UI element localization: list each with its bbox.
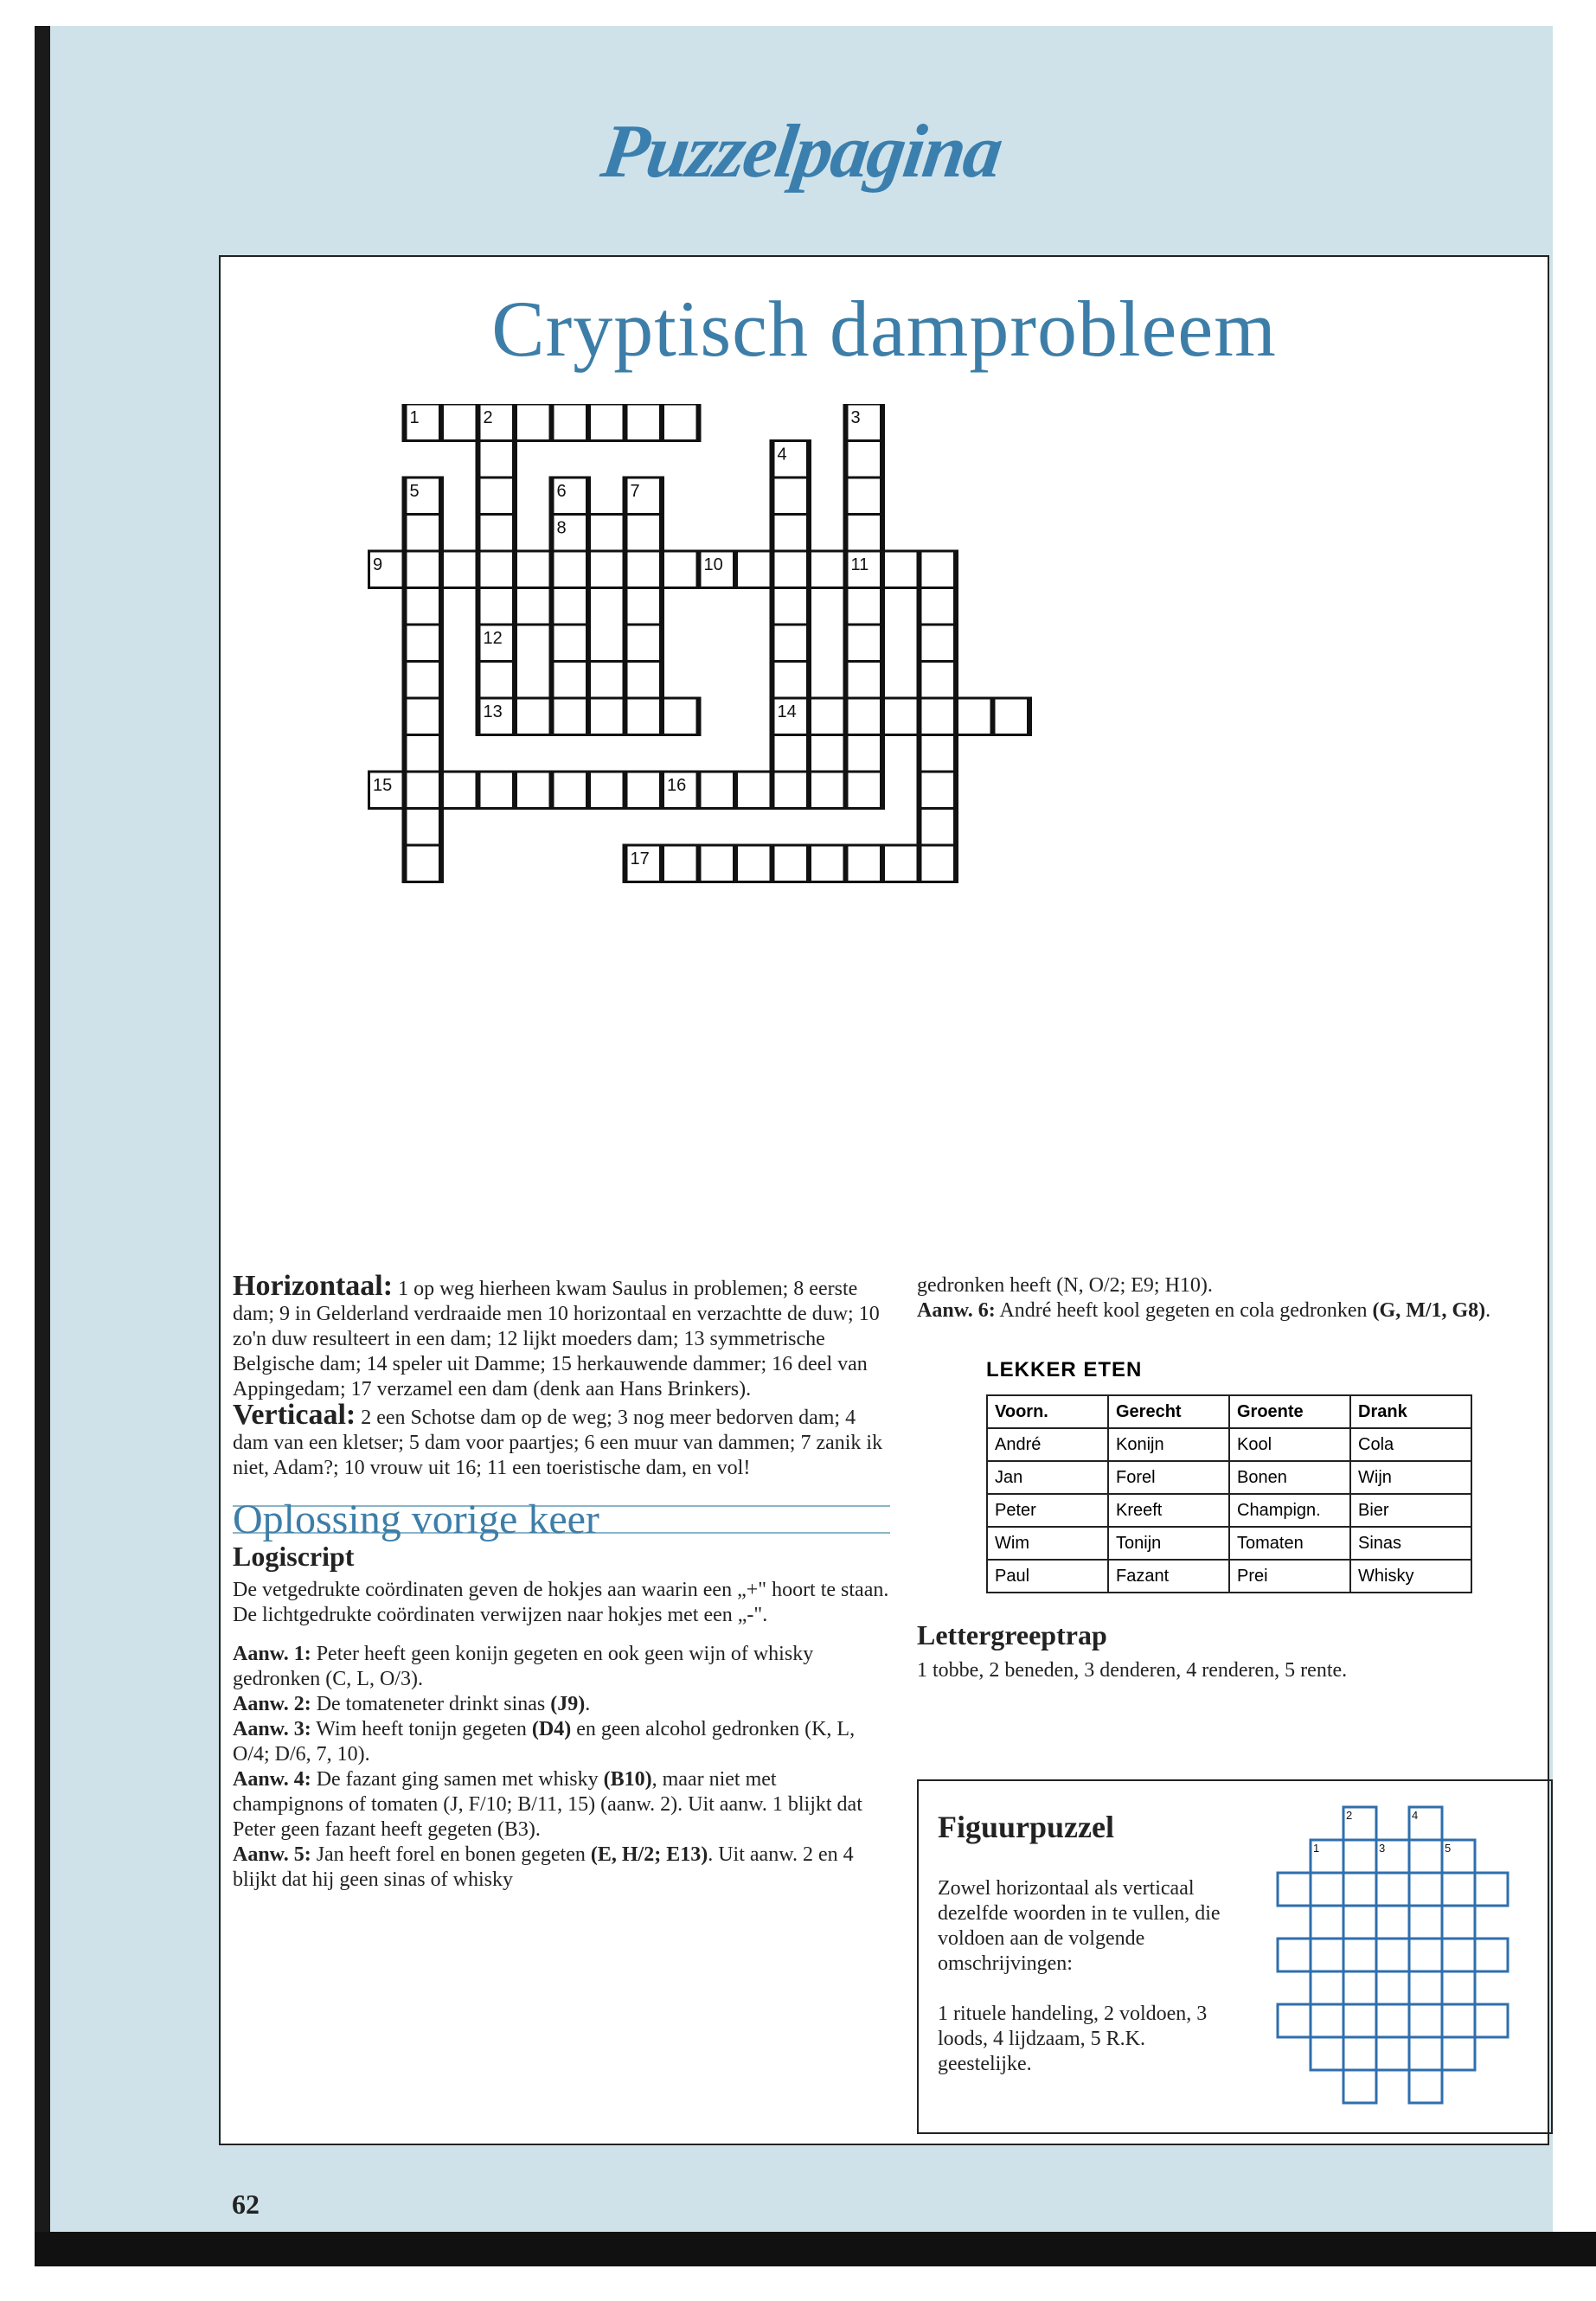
lettergreeptrap-title: Lettergreeptrap [917,1619,1107,1650]
grid-cell[interactable] [772,551,810,588]
figuurpuzzel-grid [1252,1798,1546,2118]
grid-cell[interactable] [625,625,663,662]
grid-cell[interactable] [920,698,957,735]
fig-cell[interactable] [1442,2037,1475,2070]
table-cell: Gerecht [1108,1395,1229,1428]
fig-cell[interactable] [1278,1873,1311,1906]
grid-cell[interactable] [515,698,552,735]
verticaal-label: Verticaal: [233,1399,356,1431]
hint-bold: (E, H/2; E13) [590,1843,708,1866]
fig-cell[interactable] [1343,1939,1376,1971]
logiscript-title: Logiscript [233,1541,355,1572]
grid-cell[interactable] [478,478,516,515]
grid-number: 3 [850,408,861,427]
grid-cell[interactable] [552,698,589,735]
hint-6-bold: (G, M/1, G8) [1372,1299,1486,1322]
hint-bold: (B10) [603,1768,652,1791]
grid-number: 2 [483,408,493,427]
grid-cell[interactable] [920,551,957,588]
fig-cell[interactable] [1343,2070,1376,2103]
table-cell: Konijn [1108,1428,1229,1461]
grid-cell[interactable] [809,551,846,588]
grid-cell[interactable] [846,845,883,882]
grid-cell[interactable] [552,404,589,441]
oplossing-title: Oplossing vorige keer [233,1497,599,1542]
grid-cell[interactable] [809,845,846,882]
fig-cell[interactable] [1409,1840,1442,1873]
figuurpuzzel-text: Zowel horizontaal als verticaal dezelfde woorden in te vullen, die voldoen aan de volgende omschrijvingen: [938,1877,1221,1975]
grid-cell[interactable] [625,588,663,625]
table-row [987,1428,1471,1461]
grid-cell[interactable] [441,551,478,588]
grid-cell[interactable] [920,735,957,772]
table-cell: Voorn. [987,1395,1108,1428]
fig-cell[interactable] [1343,1840,1376,1873]
grid-cell[interactable] [662,404,699,441]
grid-cell[interactable] [552,772,589,809]
fig-cell[interactable] [1409,1971,1442,2004]
table-cell: Wijn [1350,1461,1471,1494]
hints-list [233,1642,890,1893]
hint-continued-text: gedronken heeft (N, O/2; E9; H10). [917,1274,1213,1297]
grid-cell[interactable] [846,772,883,809]
grid-cell[interactable] [809,735,846,772]
grid-cell[interactable] [772,845,810,882]
grid-cell[interactable] [478,441,516,478]
table-cell: Kool [1229,1428,1350,1461]
fig-cell[interactable] [1376,1873,1409,1906]
fig-number: 4 [1412,1809,1419,1822]
grid-cell[interactable] [662,551,699,588]
figuurpuzzel-box [917,1779,1553,2134]
table-cell: Sinas [1350,1527,1471,1560]
hint-6 [917,1298,1540,1324]
grid-cell[interactable] [625,772,663,809]
grid-cell[interactable] [735,772,772,809]
grid-number: 5 [409,482,420,501]
fig-cell[interactable] [1343,1971,1376,2004]
hint-label: Aanw. 2: [233,1693,311,1715]
grid-cell[interactable] [405,551,442,588]
grid-cell[interactable] [920,662,957,699]
grid-cell[interactable] [882,698,920,735]
bottom-border [35,2232,1596,2266]
grid-cell[interactable] [662,698,699,735]
fig-cell[interactable] [1376,1939,1409,1971]
grid-cell[interactable] [920,588,957,625]
grid-number: 16 [667,776,687,795]
grid-cell[interactable] [772,772,810,809]
table-cell: Tomaten [1229,1527,1350,1560]
fig-cell[interactable] [1343,1873,1376,1906]
grid-cell[interactable] [478,772,516,809]
fig-cell[interactable] [1376,1906,1409,1939]
hint-text: Peter heeft geen konijn gegeten en ook geen wijn of whisky gedronken (C, L, O/3). [233,1643,814,1690]
grid-cell[interactable] [772,625,810,662]
table-header-row [987,1395,1471,1428]
table-row [987,1560,1471,1593]
grid-cell[interactable] [405,809,442,846]
clues-section [233,1270,890,1893]
grid-cell[interactable] [405,588,442,625]
horizontaal-label: Horizontaal: [233,1270,394,1302]
grid-cell[interactable] [588,698,625,735]
fig-cell[interactable] [1376,2037,1409,2070]
grid-number: 8 [556,518,567,538]
fig-number: 3 [1379,1842,1386,1855]
fig-cell[interactable] [1311,2037,1343,2070]
hint-text: Jan heeft forel en bonen gegeten [311,1843,591,1866]
hint-2 [233,1692,890,1717]
grid-number: 6 [556,482,567,501]
lettergreeptrap-text: 1 tobbe, 2 beneden, 3 denderen, 4 renderen, 5 rente. [917,1659,1348,1682]
grid-cell[interactable] [735,845,772,882]
table-cell: Jan [987,1461,1108,1494]
grid-cell[interactable] [588,515,625,552]
grid-cell[interactable] [920,809,957,846]
grid-cell[interactable] [846,625,883,662]
hint-text: Wim heeft tonijn gegeten [311,1718,532,1740]
horizontaal-clues [233,1270,890,1402]
fig-cell[interactable] [1343,1906,1376,1939]
fig-cell[interactable] [1311,1971,1343,2004]
grid-cell[interactable] [772,735,810,772]
table-row [987,1494,1471,1527]
grid-cell[interactable] [478,662,516,699]
table-cell: Kreeft [1108,1494,1229,1527]
hint-4 [233,1767,890,1843]
table-cell: Forel [1108,1461,1229,1494]
fig-cell[interactable] [1311,1906,1343,1939]
table-cell: Wim [987,1527,1108,1560]
hint-label: Aanw. 3: [233,1718,311,1740]
grid-cell[interactable] [772,662,810,699]
table-cell: Fazant [1108,1560,1229,1593]
grid-cell[interactable] [588,551,625,588]
grid-cell[interactable] [441,404,478,441]
grid-cell[interactable] [405,772,442,809]
grid-cell[interactable] [956,698,993,735]
grid-cell[interactable] [662,845,699,882]
hint-6-tail: . [1485,1299,1491,1322]
hint-tail: . Uit aanw. 2 en 4 blijkt dat hij geen sinas of whisky [233,1843,854,1891]
fig-cell[interactable] [1376,1971,1409,2004]
horizontaal-text: 1 op weg hierheen kwam Saulus in problemen; 8 eerste dam; 9 in Gelderland verdraaide men 10 horizontaal en verzachtte de duw; 10 zo'n duw resulteert in een dam; 12 lijkt moeders dam; 13 symmetrische Belgische dam; 14 speler uit Damme; 15 herkauwende dammer; 16 deel van Appingedam; 17 verzamel een dam (denk aan Hans Brinkers). [233,1278,880,1400]
grid-cell[interactable] [588,772,625,809]
grid-cell[interactable] [920,845,957,882]
grid-number: 14 [777,702,797,721]
grid-cell[interactable] [405,698,442,735]
hint-tail: , maar niet met champignons of tomaten (J, F/10; B/11, 15) (aanw. 2). Uit aanw. 1 blijkt dat Peter geen fazant heeft gegeten (B3). [233,1768,862,1841]
table-cell: Peter [987,1494,1108,1527]
fig-cell[interactable] [1442,1939,1475,1971]
logiscript-intro: De vetgedrukte coördinaten geven de hokjes aan waarin een „+" hoort te staan. De lichtgedrukte coördinaten verwijzen naar hokjes met een „-". [233,1579,889,1626]
grid-cell[interactable] [772,478,810,515]
grid-cell[interactable] [478,551,516,588]
page-background [35,26,1553,2232]
hints-continued [917,1273,1540,1324]
fig-cell[interactable] [1442,1971,1475,2004]
grid-cell[interactable] [846,698,883,735]
table-cell: Paul [987,1560,1108,1593]
hint-tail: en geen alcohol gedronken (K, L, O/4; D/6, 7, 10). [233,1718,856,1766]
header-title: Puzzelpagina [596,110,1007,194]
grid-cell[interactable] [625,698,663,735]
crossword-grid [368,404,1440,1269]
puzzle-title: Cryptisch damprobleem [491,285,1277,373]
grid-cell[interactable] [405,735,442,772]
grid-cell[interactable] [846,478,883,515]
fig-cell[interactable] [1343,2004,1376,2037]
hint-bold: (D4) [531,1718,572,1740]
fig-cell[interactable] [1278,2004,1311,2037]
hint-text: De fazant ging samen met whisky [311,1768,604,1791]
fig-cell[interactable] [1311,1873,1343,1906]
hint-label: Aanw. 4: [233,1768,311,1791]
verticaal-text: 2 een Schotse dam op de weg; 3 nog meer bedorven dam; 4 dam van een kletser; 5 dam voor paartjes; 6 een muur van dammen; 7 zanik ik niet, Adam?; 10 vrouw uit 16; 11 een toeristische dam, en vol! [233,1407,883,1479]
grid-cell[interactable] [515,404,552,441]
fig-cell[interactable] [1409,1939,1442,1971]
grid-cell[interactable] [478,515,516,552]
fig-cell[interactable] [1442,1906,1475,1939]
fig-cell[interactable] [1442,2004,1475,2037]
verticaal-clues [233,1399,890,1481]
grid-cell[interactable] [699,772,736,809]
hint-label: Aanw. 5: [233,1843,311,1866]
table-cell: Whisky [1350,1560,1471,1593]
grid-cell[interactable] [552,662,589,699]
fig-cell[interactable] [1475,1873,1508,1906]
lekker-eten-table [986,1394,1472,1593]
fig-cell[interactable] [1409,1873,1442,1906]
right-column [917,1273,1540,1683]
page-number: 62 [232,2189,260,2220]
figuurpuzzel-clues: 1 rituele handeling, 2 voldoen, 3 loods, 4 lijdzaam, 5 R.K. geestelijke. [938,2003,1208,2075]
grid-number: 13 [483,702,503,721]
grid-number: 4 [777,445,787,465]
grid-cell[interactable] [588,662,625,699]
fig-cell[interactable] [1278,1939,1311,1971]
grid-cell[interactable] [588,404,625,441]
grid-cell[interactable] [846,588,883,625]
grid-cell[interactable] [809,698,846,735]
hint-tail: . [585,1693,591,1715]
table-cell: Prei [1229,1560,1350,1593]
table-cell: Bier [1350,1494,1471,1527]
hint-6-text: André heeft kool gegeten en cola gedronken [995,1299,1373,1322]
fig-cell[interactable] [1311,2004,1343,2037]
grid-cell[interactable] [552,551,589,588]
hint-5 [233,1843,890,1893]
grid-cell[interactable] [405,515,442,552]
table-cell: Tonijn [1108,1527,1229,1560]
hint-6-label: Aanw. 6: [917,1299,996,1322]
fig-cell[interactable] [1442,1873,1475,1906]
hint-text: De tomateneter drinkt sinas [311,1693,551,1715]
grid-cell[interactable] [625,515,663,552]
grid-cell[interactable] [735,551,772,588]
grid-cell[interactable] [625,404,663,441]
grid-number: 7 [630,482,640,501]
fig-cell[interactable] [1409,2070,1442,2103]
fig-cell[interactable] [1311,1939,1343,1971]
grid-cell[interactable] [846,515,883,552]
grid-cell[interactable] [552,625,589,662]
grid-number: 12 [483,629,503,648]
hint-label: Aanw. 1: [233,1643,311,1665]
grid-cell[interactable] [441,772,478,809]
grid-cell[interactable] [405,845,442,882]
grid-number: 11 [850,555,869,574]
fig-cell[interactable] [1409,2037,1442,2070]
fig-cell[interactable] [1409,2004,1442,2037]
puzzle-card [219,255,1549,2145]
hint-3 [233,1717,890,1767]
grid-cell[interactable] [699,845,736,882]
grid-cell[interactable] [552,588,589,625]
grid-cell[interactable] [625,662,663,699]
grid-cell[interactable] [809,772,846,809]
table-cell: Bonen [1229,1461,1350,1494]
fig-cell[interactable] [1475,2004,1508,2037]
grid-number: 9 [373,555,383,574]
fig-cell[interactable] [1343,2037,1376,2070]
lekker-eten-title: LEKKER ETEN [986,1358,1143,1381]
fig-number: 2 [1346,1809,1353,1822]
grid-cell[interactable] [846,662,883,699]
fig-cell[interactable] [1376,2004,1409,2037]
grid-cell[interactable] [772,515,810,552]
fig-number: 5 [1445,1842,1452,1855]
figuurpuzzel-title: Figuurpuzzel [938,1810,1114,1844]
table-cell: Cola [1350,1428,1471,1461]
grid-cell[interactable] [882,845,920,882]
fig-cell[interactable] [1409,1906,1442,1939]
grid-cell[interactable] [515,772,552,809]
hint-1 [233,1642,890,1692]
grid-cell[interactable] [405,662,442,699]
fig-number: 1 [1313,1842,1320,1855]
grid-cell[interactable] [920,625,957,662]
grid-cell[interactable] [993,698,1030,735]
grid-number: 1 [409,408,420,427]
table-row [987,1461,1471,1494]
fig-cell[interactable] [1475,1939,1508,1971]
table-cell: Drank [1350,1395,1471,1428]
grid-cell[interactable] [515,551,552,588]
grid-cell[interactable] [625,551,663,588]
table-cell: Champign. [1229,1494,1350,1527]
grid-cell[interactable] [846,735,883,772]
grid-cell[interactable] [405,625,442,662]
grid-number: 15 [373,776,393,795]
table-cell: André [987,1428,1108,1461]
grid-cell[interactable] [478,588,516,625]
grid-number: 17 [630,849,650,868]
grid-cell[interactable] [772,588,810,625]
grid-cell[interactable] [882,551,920,588]
grid-cell[interactable] [515,588,552,625]
table-row [987,1527,1471,1560]
grid-cell[interactable] [846,441,883,478]
hint-bold: (J9) [550,1693,586,1715]
table-cell: Groente [1229,1395,1350,1428]
grid-cell[interactable] [920,772,957,809]
grid-number: 10 [703,555,723,574]
